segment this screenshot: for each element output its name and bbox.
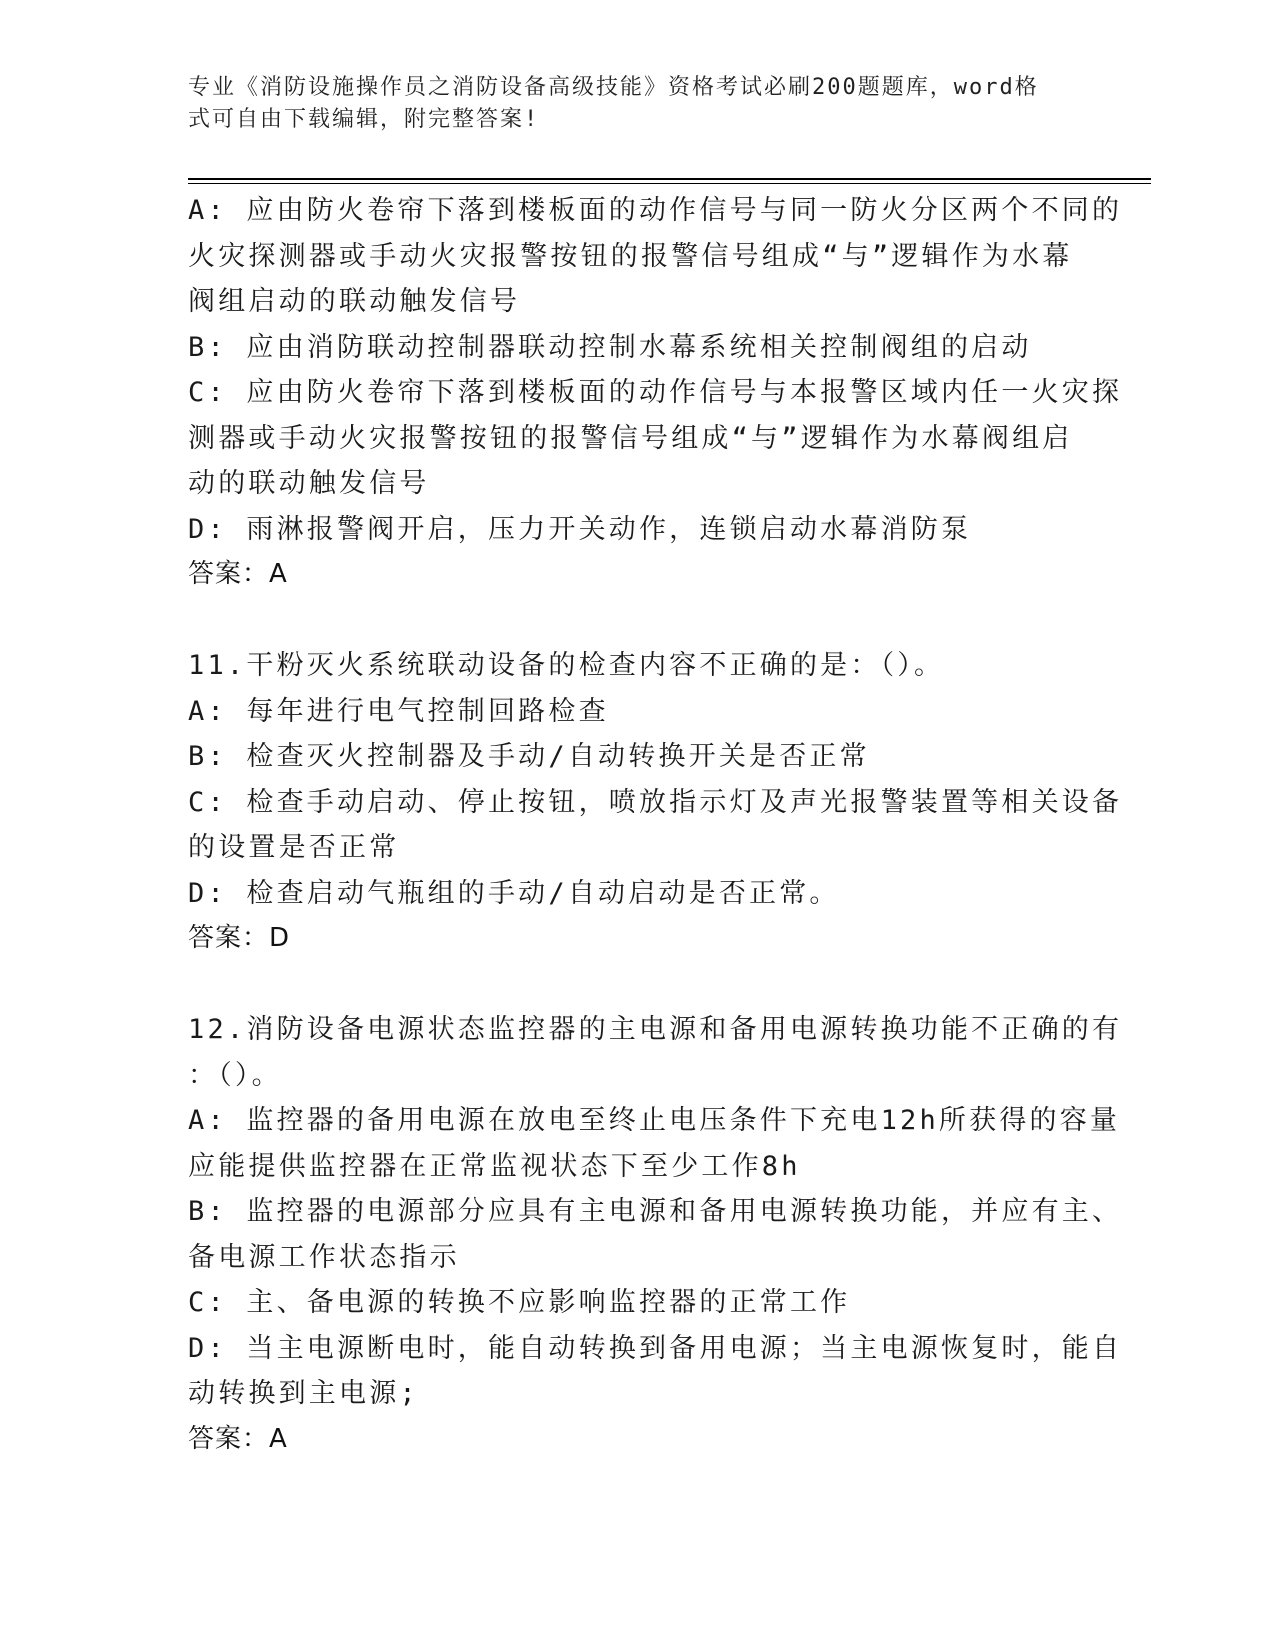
- option-line: 阀组启动的联动触发信号: [188, 286, 521, 317]
- option-line: 的设置是否正常: [188, 832, 400, 863]
- option-line: 火灾探测器或手动火灾报警按钮的报警信号组成“与”逻辑作为水幕: [188, 240, 1073, 272]
- header-divider-thick: [188, 178, 1151, 180]
- spacer: [188, 598, 1078, 644]
- header-divider-thin: [188, 183, 1151, 184]
- option-line: B: 监控器的电源部分应具有主电源和备用电源转换功能，并应有主、: [188, 1196, 1123, 1227]
- option-line: A: 每年进行电气控制回路检查: [188, 695, 609, 727]
- document-body: [188, 188, 1123, 1462]
- question-12-block: [188, 1007, 1123, 1462]
- question-text: 12.消防设备电源状态监控器的主电源和备用电源转换功能不正确的有: [188, 1014, 1123, 1045]
- option-line: B: 检查灭火控制器及手动/自动转换开关是否正常: [188, 741, 870, 772]
- answer-line: 答案：D: [188, 923, 291, 953]
- option-line: 动的联动触发信号: [188, 468, 430, 499]
- option-line: 动转换到主电源;: [188, 1378, 419, 1409]
- option-line: D: 检查启动气瓶组的手动/自动启动是否正常。: [188, 877, 840, 909]
- question-text: 11.干粉灭火系统联动设备的检查内容不正确的是：（）。: [188, 650, 945, 681]
- option-line: A: 应由防火卷帘下落到楼板面的动作信号与同一防火分区两个不同的: [188, 195, 1123, 226]
- option-line: 测器或手动火灾报警按钮的报警信号组成“与”逻辑作为水幕阀组启: [188, 422, 1073, 454]
- header-line-2: 式可自由下载编辑，附完整答案!: [188, 107, 540, 132]
- option-line: C: 应由防火卷帘下落到楼板面的动作信号与本报警区域内任一火灾探: [188, 377, 1123, 408]
- option-line: 应能提供监控器在正常监视状态下至少工作8h: [188, 1150, 801, 1182]
- option-line: C: 检查手动启动、停止按钮，喷放指示灯及声光报警装置等相关设备: [188, 786, 1123, 818]
- question-10-block: [188, 188, 1123, 598]
- answer-line: 答案：A: [188, 559, 288, 589]
- spacer: [188, 962, 1078, 1008]
- option-line: A: 监控器的备用电源在放电至终止电压条件下充电12h所获得的容量: [188, 1105, 1121, 1136]
- answer-line: 答案：A: [188, 1423, 288, 1454]
- option-line: D: 雨淋报警阀开启，压力开关动作，连锁启动水幕消防泵: [188, 513, 972, 545]
- option-line: C: 主、备电源的转换不应影响监控器的正常工作: [188, 1287, 851, 1318]
- document-header: [188, 72, 1068, 136]
- question-11-block: [188, 643, 1123, 962]
- header-line-1: 专业《消防设施操作员之消防设备高级技能》资格考试必刷200题题库，word格: [188, 75, 1039, 100]
- question-text: ：（）。: [188, 1059, 282, 1091]
- option-line: D: 当主电源断电时，能自动转换到备用电源；当主电源恢复时，能自: [188, 1332, 1123, 1364]
- option-line: 备电源工作状态指示: [188, 1241, 460, 1273]
- option-line: B: 应由消防联动控制器联动控制水幕系统相关控制阀组的启动: [188, 331, 1032, 363]
